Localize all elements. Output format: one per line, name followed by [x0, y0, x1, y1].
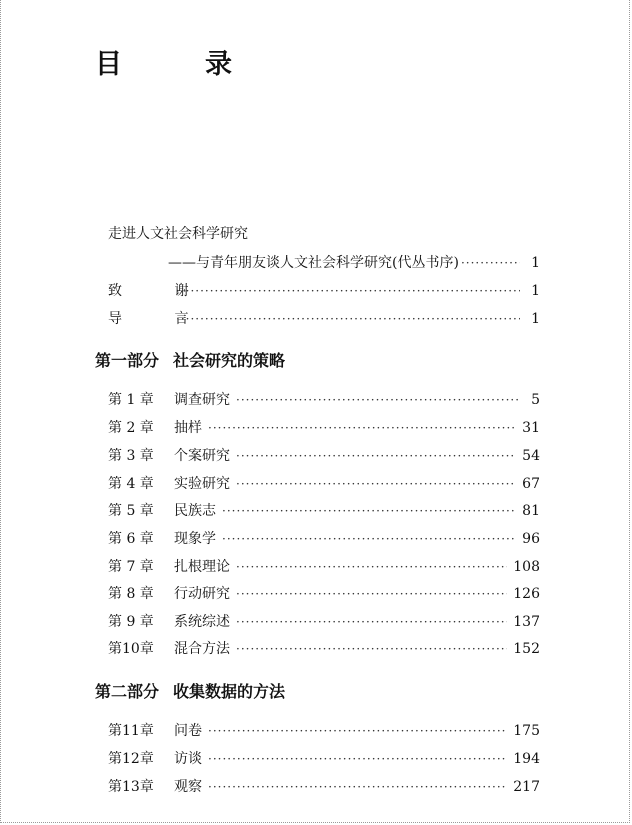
- part-name: 社会研究的策略: [173, 351, 286, 370]
- page-number: 152: [513, 641, 540, 657]
- chapter-title: 扎根理论: [174, 559, 230, 575]
- chapter-title: 混合方法: [174, 641, 230, 657]
- page-number: 1: [531, 283, 540, 299]
- dot-leader: [176, 284, 520, 298]
- dot-leader: [236, 642, 507, 656]
- chapter-title: 抽样: [174, 420, 202, 436]
- series-preface-subtitle: ——与青年朋友谈人文社会科学研究(代丛书序): [168, 255, 459, 271]
- page-number: 31: [522, 420, 540, 436]
- chapter-number: 第 7 章: [108, 559, 154, 575]
- page-title: 目 录: [95, 49, 260, 80]
- part-label: 第二部分: [95, 682, 160, 701]
- chapter-title: 个案研究: [174, 448, 230, 464]
- dot-leader: [176, 312, 520, 326]
- page-number: 1: [531, 255, 540, 271]
- chapter-title: 系统综述: [174, 614, 230, 630]
- toc-entry-chapter[interactable]: [108, 528, 540, 548]
- chapter-number: 第12章: [108, 751, 154, 767]
- page-number: 67: [522, 476, 540, 492]
- page-number: 175: [513, 723, 540, 739]
- entry-label: 致 谢: [108, 283, 213, 299]
- page-number: 81: [522, 503, 540, 519]
- page-number: 126: [513, 586, 540, 602]
- chapter-number: 第 3 章: [108, 448, 154, 464]
- chapter-title: 现象学: [174, 531, 216, 547]
- toc-entry-chapter[interactable]: [108, 776, 540, 796]
- toc-entry-acknowledgements[interactable]: [108, 280, 540, 300]
- series-preface-title: 走进人文社会科学研究: [108, 226, 248, 242]
- dot-leader: [236, 449, 516, 463]
- chapter-number: 第13章: [108, 779, 154, 795]
- chapter-number: 第 4 章: [108, 476, 154, 492]
- part-label: 第一部分: [95, 351, 160, 370]
- dot-leader: [222, 504, 516, 518]
- toc-entry-chapter[interactable]: [108, 445, 540, 465]
- toc-entry-chapter[interactable]: [108, 417, 540, 437]
- page-number: 1: [531, 311, 540, 327]
- chapter-title: 访谈: [174, 751, 202, 767]
- dot-leader: [236, 393, 520, 407]
- chapter-number: 第 8 章: [108, 586, 154, 602]
- page-number: 137: [513, 614, 540, 630]
- chapter-title: 观察: [174, 779, 202, 795]
- chapter-title: 民族志: [174, 503, 216, 519]
- page-number: 54: [522, 448, 540, 464]
- chapter-number: 第 6 章: [108, 531, 154, 547]
- dot-leader: [222, 532, 516, 546]
- chapter-number: 第 5 章: [108, 503, 154, 519]
- toc-entry-chapter[interactable]: [108, 556, 540, 576]
- dot-leader: [236, 477, 516, 491]
- chapter-title: 实验研究: [174, 476, 230, 492]
- chapter-number: 第11章: [108, 723, 154, 739]
- dot-leader: [208, 752, 507, 766]
- part-name: 收集数据的方法: [173, 682, 286, 701]
- dot-leader: [236, 560, 507, 574]
- toc-entry-chapter[interactable]: [108, 720, 540, 740]
- toc-entry-chapter[interactable]: [108, 473, 540, 493]
- chapter-title: 问卷: [174, 723, 202, 739]
- part-heading-2: [95, 679, 285, 702]
- chapter-number: 第10章: [108, 641, 154, 657]
- toc-entry-chapter[interactable]: [108, 638, 540, 658]
- dot-leader: [208, 421, 516, 435]
- page-number: 217: [513, 779, 540, 795]
- toc-entry-series-preface[interactable]: [168, 252, 540, 272]
- toc-entry-introduction[interactable]: [108, 308, 540, 328]
- chapter-number: 第 2 章: [108, 420, 154, 436]
- dot-leader: [236, 615, 507, 629]
- page-number: 5: [531, 392, 540, 408]
- dot-leader: [208, 780, 507, 794]
- page-number: 194: [513, 751, 540, 767]
- toc-entry-chapter[interactable]: [108, 583, 540, 603]
- toc-entry-chapter[interactable]: [108, 611, 540, 631]
- entry-label: 导 言: [108, 311, 213, 327]
- chapter-number: 第 1 章: [108, 392, 154, 408]
- dot-leader: [461, 256, 520, 270]
- dot-leader: [236, 587, 507, 601]
- chapter-title: 行动研究: [174, 586, 230, 602]
- part-heading-1: [95, 348, 285, 371]
- toc-entry-chapter[interactable]: [108, 500, 540, 520]
- chapter-title: 调查研究: [174, 392, 230, 408]
- toc-entry-chapter[interactable]: [108, 389, 540, 409]
- page-number: 108: [513, 559, 540, 575]
- dot-leader: [208, 724, 507, 738]
- toc-entry-chapter[interactable]: [108, 748, 540, 768]
- page-number: 96: [522, 531, 540, 547]
- chapter-number: 第 9 章: [108, 614, 154, 630]
